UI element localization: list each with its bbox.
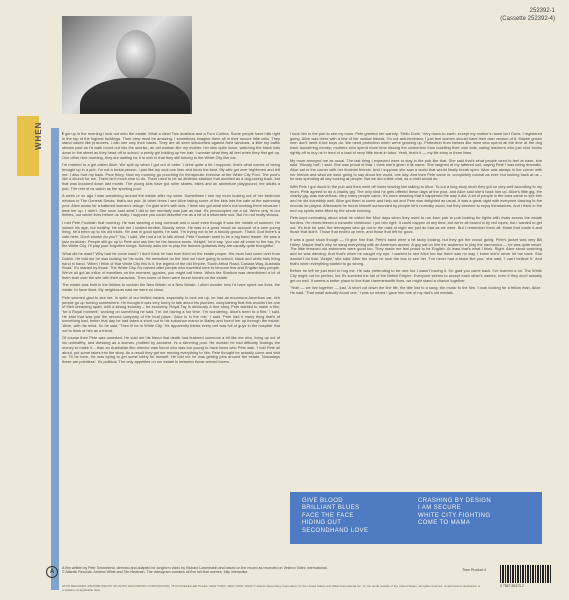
- catalog-line-2: (Cassette 252392-4): [500, 16, 555, 22]
- story-paragraph: Pete kept ruminating about what he called the Mod days when they used to run from pub to pub looking for fights with rivals across the estate borders. He remembered a romantic childhood. I put him right. It could happen at any time, but we're all locked in by red ropes, but I wanted to get out. It's true he said, the teenagers who go out to the road at night are just as bad as we were. But I remember them all: those that made it and those that didn't. Those that ended up here, and those that left for good.: [290, 215, 542, 235]
- story-paragraph: It was a good show though — I'll give him that. Pete's band were a bit tacky looking, but they got the crowd going. Pete's jacket was very Bill Haley. Maybe that's why he sang everything with an American accent. A guy sat on him the audience to play the harmonica — he was quite smart. The little terraced old swimmers were good too. They made me feel proud to be English. At least that's what I think. Right. Alice stood watching and he was dancing. And that's when he caught my eye. I wanted to see Alice too but there was no way. I knew she'd never hit me back. She wouldn't do that. 'Alright,' she said. After the show he took the bus to see her. 'I've never had a bloke like you,' she said, 'I can't believe it.' And that's when everything started to go wrong.: [290, 237, 542, 266]
- story-paragraph: I took him to the pub to see my mum. Pete greeted her warmly: 'Hello Doris.' Very down-to-earth, except my mother's name isn't Doris. I registered going. Alice was there with a few of her radical friends. I'm not anti-feminism, I just feel women should have their own version of it. Maybe grown men don't need it but boys do. We need protection when we're growing up. Protection from fathers like mine who spend all the time at the dog track laundering money; mothers who spend more time kissing the customers than cuddling their own kids; caring teachers who just shut books rightly off to buy us in front of a load of sexy little birds in tutus. Yeah, that's it — my life story in three lines.: [290, 132, 542, 155]
- story-paragraph: My mum annoyed me as usual. The last thing I expected were to stay in the pub like that. She said that's what people need to feel at ease, she said. 'Bloody hell', I said. She was proud of that, I think she'd given it its name. She laughed at my tattered suit, saying Pete I was being dramatic. Alice sat in the corner with her feminist friends. And I suppose she saw a world that would finally break open. Alice was always in the corner with her friends and what we were going to say about the world, one day. And then Pete came in, completely normal as ever, but looking back at us – he was spending all day looking at people. But we did a little chat, as a child would do.: [290, 157, 542, 182]
- track-title: COME TO MAMA: [418, 520, 471, 527]
- catalog-number: [500, 7, 555, 23]
- story-paragraph: I met Pete Fountain that morning. He was wearing a long overcoat and a scarf even though it was the middle of summer. He looked his age, but healthy. He told me I looked terrible. Bloody nerve. He was in a good mood on account of a new young thing, he'd been up to his old tricks. He was in good spirits, he said. 'I'm trying not to be a bloody grouch. Thank God there's a cafe here. Don't smoke do you?' 'No,' I said. We had a lot to talk about. Pete Fountain used to be a big band leader. He was a jazz musician. People still go up to Pete and ask him for his famous scars. 'Alright,' he'd say, 'you can all come to the bar, it's the White City. I'll play your forgotten songs. Nobody asks me to play the famous guitarists they are usually quite thoughtful.': [62, 219, 280, 249]
- tracklist-side-1: [302, 498, 368, 535]
- portrait-photo: [62, 16, 192, 114]
- story-paragraph: With Pete I got drunk in the pub and then went off home leaving him talking to Alice. To cut a long story short they got on very well according to my mum. Pete agreed to do a charity gig. The only kind he gets offered these days at the pool, and Alice said she'd back him up. Alice's little gig, the charity gig, was marvellous. Very many people came. It's more amazing that it happened the way it did. A lot of people in the area came to see him and he did incredibly well. Alice got them to come and help out and Pete was delighted as usual. It was a great night with everyone dancing to the records he played. Afterwards he found himself surrounded by people he'd normally avoid, but they seemed to enjoy themselves. And I think in the end my spirits were lifted by the whole evening.: [290, 184, 542, 213]
- catalog-line-1: 252392-1: [529, 8, 555, 14]
- track-title: I AM SECURE: [418, 505, 462, 512]
- track-title: GIVE BLOOD: [302, 498, 344, 504]
- story-paragraph: Of course then Pete was unrested. He sold me his friend that death had featured someone a bit like me who, living up out of his unhealthy, and dressing as a woman, profited by accident. I's a slimming pool. He wonder he had difficulty findings the money to make it – than an Australian film director was found who was too young to have know who Pete was. 'I told Pete all about, put some takes into the story. As a result they got me moving everything to film. Pete thought he actually come and visit us. 'I'll be here. He was trying to get some lobby for himself. He told me he was getting jobs around the estate. Nowadays these are pointless'. It's political. The only appetites on our estate is between those arrived lovers.: [62, 335, 280, 364]
- film-credits: [62, 566, 382, 575]
- credits-line-2: © Atlantic Records. Andrew Wilde and Tim Newman. The videogram contains all five full final scenes, fully interactive.: [62, 570, 249, 575]
- story-paragraph: I'm married to a girl called Alice. We split up when I got out of order. I drink quite a bit I suppose, that's what comes of being brought up in a pub. I'm not a brutal person. I just like my cool one liner and know the best. My wife got over frightened and left me. I also hurt my back. Poor thing. Now my morning go punching for therapeutic exercise at the White City Pool. The pool's like a church for me. There isn't much else to do. There used to be an athletics stadium that doubled as a dog-racing track, but that was knocked down last month. The young kids have got roller skates, bikes and an adventure playground, the adults a pub. The rest of us watch as the sporting pool.: [62, 162, 280, 191]
- track-title: SECONDHAND LOVE: [302, 527, 369, 534]
- story-paragraph: I got up in the morning I look out onto the estate. What a view! Two dustbins and a Ford Cortina. Some people have hills right in the top of the highest buildings. Their view must be amazing. I sometimes imagine them all in their secure little cells. They stand naked like prisoners. I can see only their backs. They are all seen silhouetted against their windows, a little toy traffic stream past as I'd walk round out into the sunrise, an old woman like my mother, her skin quite loose, watching the black kids down in the street as they head off to school; a pretty girl holding up her hair. I wonder what they all feel when they first get up. One other nice morning, they are waiting for it to sink in that they still belong to the White City like me.: [62, 132, 280, 160]
- story-paragraph: The estate was built in the thirties to contain the New Britain of a New Britain. I often wonder how I'd have spent our lives, the estate I'd have liked. My neighbours said we were so close.: [62, 282, 280, 293]
- blue-accent-strip: [51, 128, 59, 590]
- story-paragraph: Pete seemed glad to see me. In spite of our limited means, especially to look me up, he had an enormous American car, rich people go up turning somewhere. He thought it was very funny to talk about his plumber, complaining that this wouldn't be one of their dreaming apart, with a strong industry – for economy. Royal Tay is obviously a true story. Pete wanted to make a film, 'for a Royal moment,' working on something he said. 'I'm not having a fun time. 'I'm wondering, Alice's been to a film,' I said. He said that was just the second company of the loud place. 'Alice is in the mix.' I said, 'Pete had it many thing that's of something bad, better that day he had taken a short out to his suburban manor in Bailey and found her up through the estate. 'Alice, with his mind. So he said, 'Then Ill be in White City.' He apparently thinks every cell was full of guys in the hospital. But not to think of him as a friend.: [62, 294, 280, 333]
- drop-cap: I: [62, 132, 64, 137]
- barcode-label: Time Product 4: [462, 568, 487, 572]
- track-title: WHITE CITY FIGHTING: [418, 512, 491, 519]
- barcode-icon: [500, 565, 552, 583]
- legal-fine-print: ATCO RECORDS. DISTRIBUTED BY ATLANTIC RECORDING CORPORATION, 75 ROCKEFELLER PLAZA, NEW YORK, NEW YORK 10019 © Atlantic Recording Corporation for the United States and WEA International Inc. for the world outside of the United States. All rights reserved. Unauthorized duplication is a violation of applicable laws.: [62, 584, 481, 592]
- portrait-shoulder: [80, 78, 190, 114]
- credits-line-1: A film written by Pete Townshend, directed and adapted for longform video by Richard Lowenstein and based on the record as recorded on Vestron Video International.: [62, 566, 328, 570]
- story-paragraph: What did he want? Why had he come back? I don't think he had ever lived on the estate proper. His mum had come over from Dublin. He told me he was looking for his roots. He remarked on the Irish we have going to school, black and white kids living hand in hand. 'When I think of that White City this is it, the legend of the old Empire, South Africa Road, Canada Way, Australia Road.' It's started by those. The White City. It's named after people who travelled here to become this and English fairy people. We've all got an influx of travellers on the moment, gypsies, you might call them. When the Stadium was demolished a lot of them took over the site with their caravans. Then some of them were found homes on the estate.: [62, 251, 280, 280]
- tracklist-box: [290, 492, 542, 544]
- track-title: HIDING OUT: [302, 520, 342, 527]
- tracklist-side-2: [418, 498, 491, 528]
- story-paragraph: A week or so ago I was wandering around the estate after my swim. Sometimes I see my mum looking out of her bedroom window in The General Smuts, that's our pub. At other times I see Alice taking some of the kids into the cafe at the swimming pool. Alice works for a battered women's refuge. I'm glad she's with kids. I think she got what she's not working there because I beat her up. I didn't. She once said what I did to her mentally was just as bad. It's preoccupied me a lot. We're only in our thirties, our whole lives before us really. I suppose you could describe me as a bit of a miserable sod. But I'm not really vicious.: [62, 193, 280, 218]
- story-paragraph: Before he left he just tried to hug me. He was pretending to be nice but I wasn't having it. I'm glad you came back. I've learned a lot. The White City might not be perfect, but it's survived the fall of the British Empire. Everyone seems to accept each other's names, even if they don't actually get on well. It seems a better place to live than Hammersmith lives, we might stand a chance together.: [290, 268, 542, 283]
- track-title: FACE THE FACE: [302, 512, 354, 519]
- story-paragraph: 'Yeah — we live together — just.' A short cut down the line life, the title lost to a song, the music to the film. 'I was looking for a fellow man, Alice.' He said. 'That small actually found one.' I was so mixed I gave him one of my dad's old medals.: [290, 285, 542, 296]
- atco-logo-icon: A: [46, 566, 58, 578]
- barcode-number: 0 7567-90473-2: [500, 584, 524, 588]
- track-title: CRASHING BY DESIGN: [418, 498, 492, 504]
- portrait-head: [116, 30, 156, 80]
- vertical-title: WHEN: [34, 121, 43, 150]
- track-title: BRILLIANT BLUES: [302, 505, 360, 512]
- story-left-column: [62, 132, 280, 562]
- story-right-column: [290, 132, 542, 482]
